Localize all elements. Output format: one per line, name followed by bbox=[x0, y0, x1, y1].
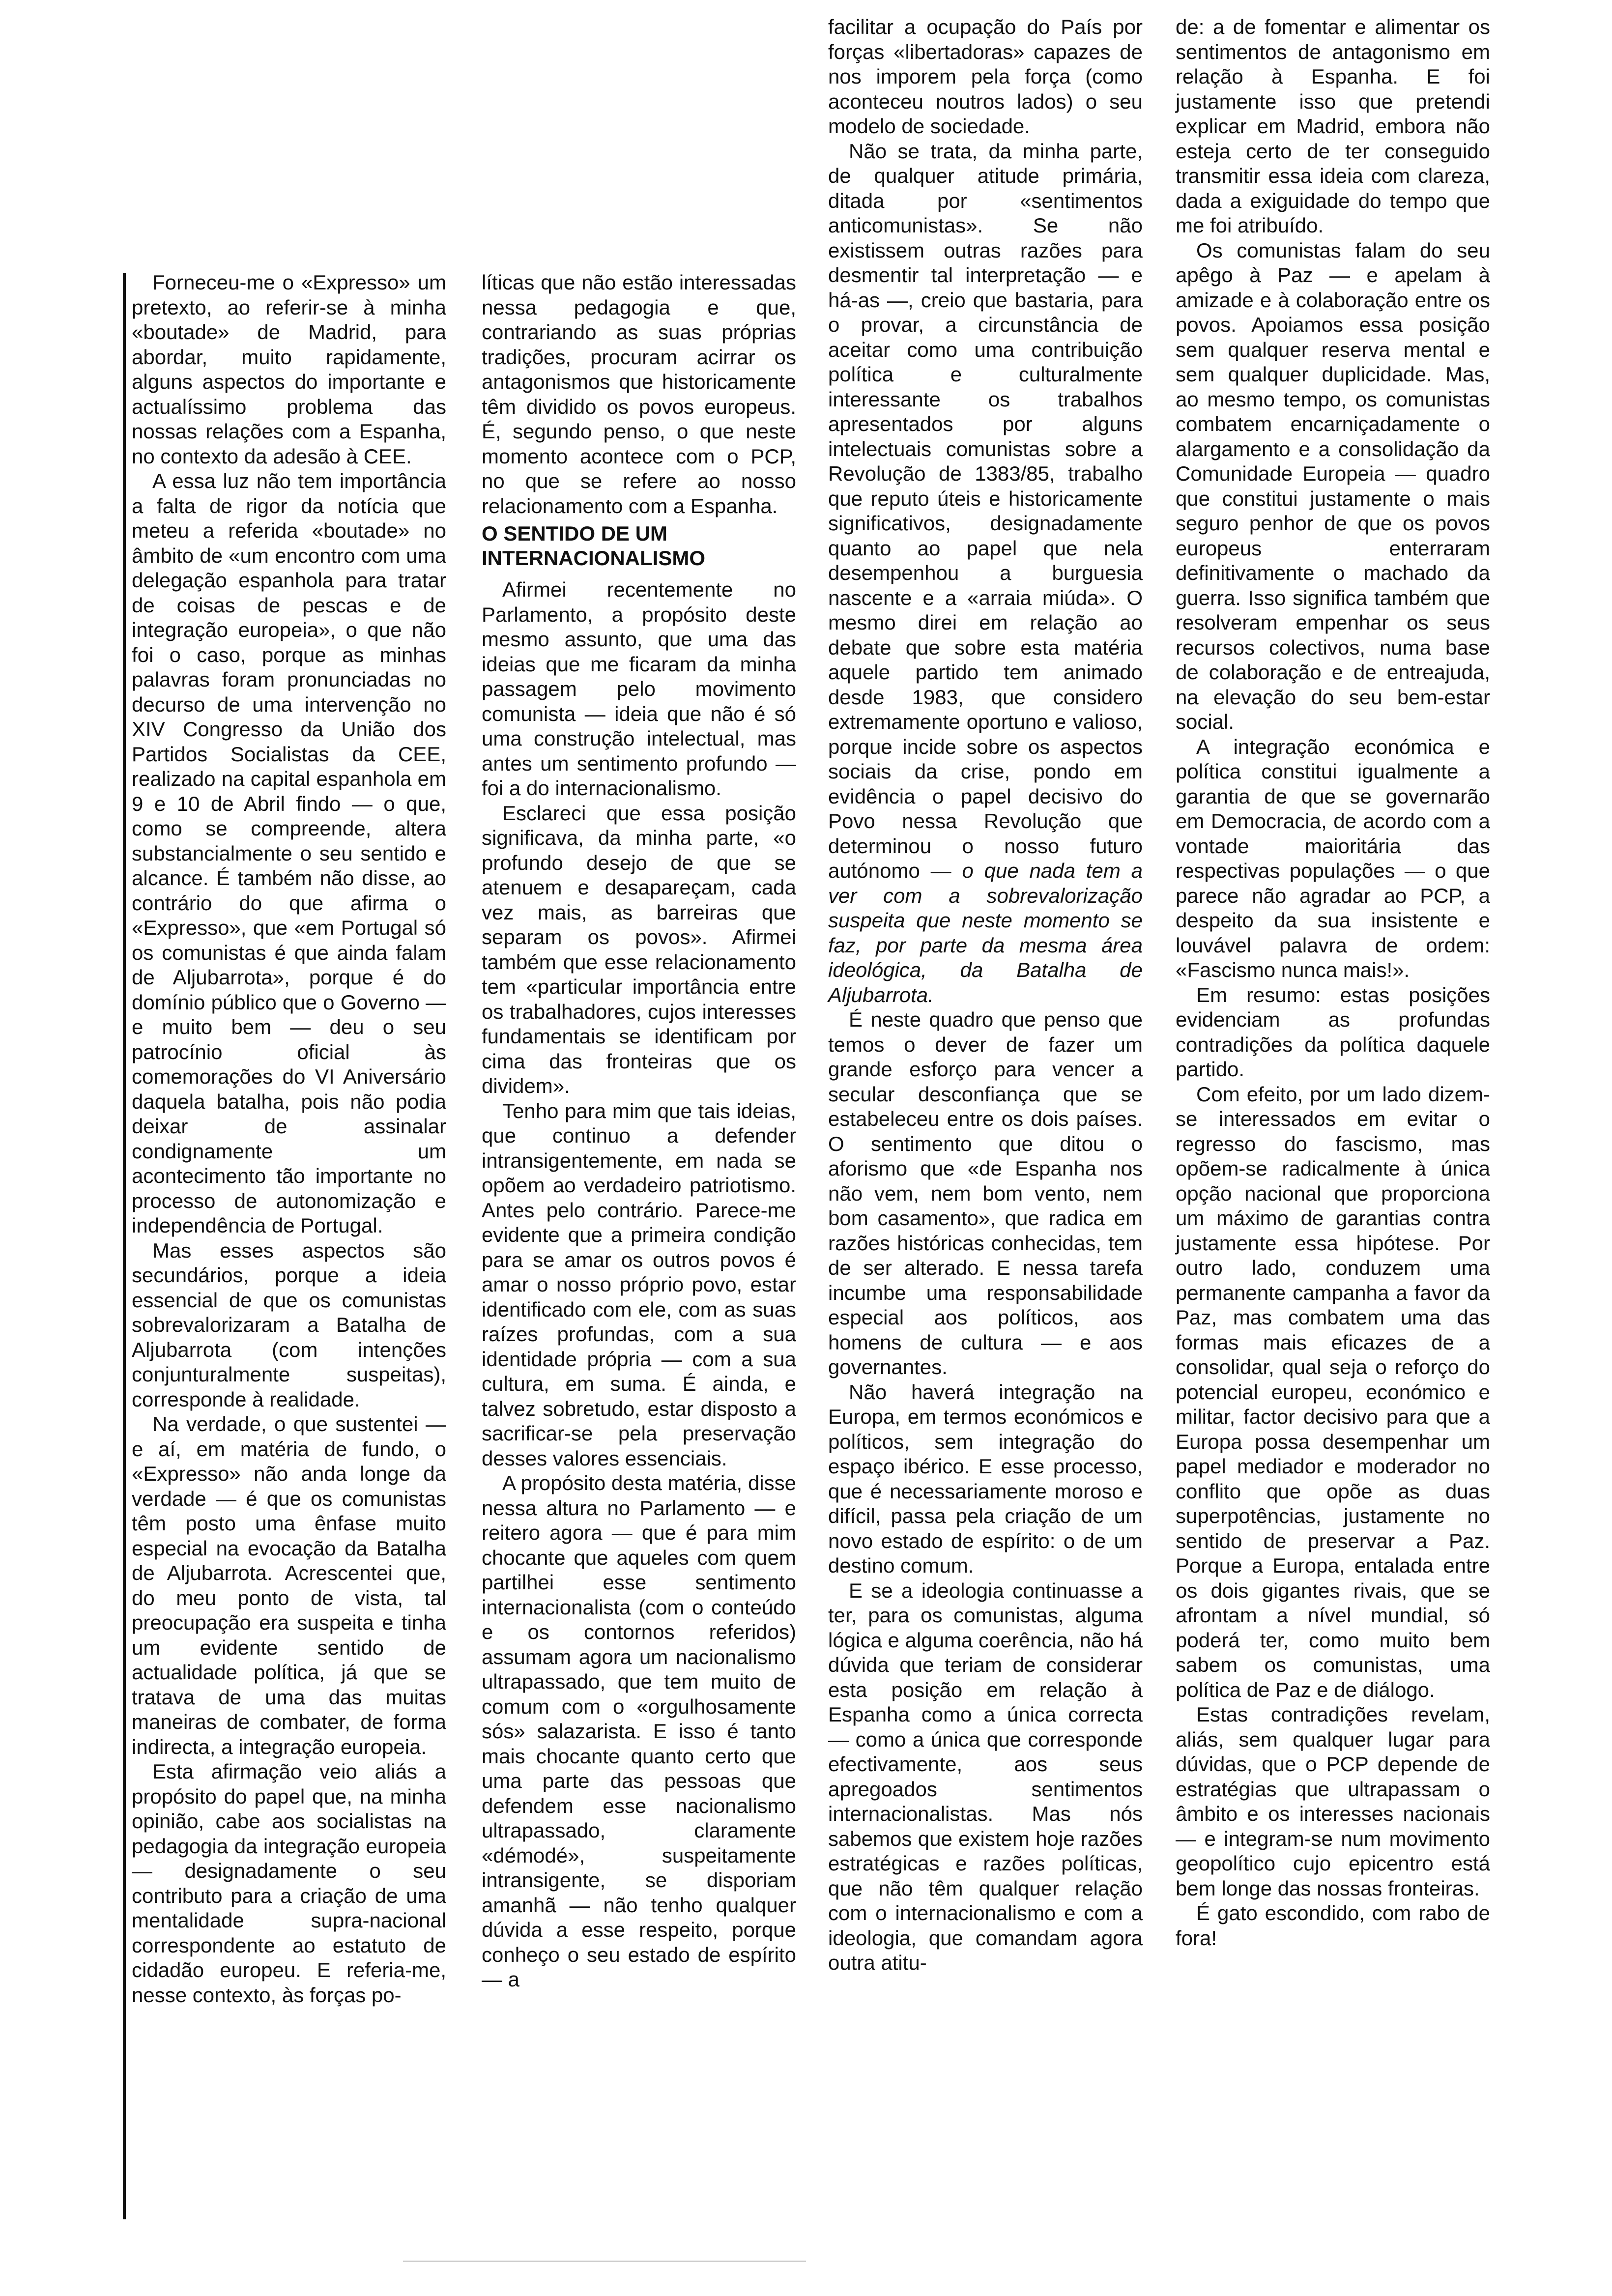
paragraph: de: a de fomentar e alimentar os sentimentos de antagonismo em relação à Espanha. E foi justamente isso que pretendi explicar em Madrid, embora não esteja certo de ter conseguido transmitir essa ideia com clareza, dada a exiguidade do tempo que me foi atribuído. bbox=[1176, 15, 1490, 237]
paragraph: E se a ideologia continuasse a ter, para os comunistas, alguma lógica e alguma coerência, não há dúvida que teriam de considerar esta posição em relação à Espanha como a única correcta — como a única que corresponde efectivamente, aos seus apregoados sentimentos internacionalistas. Mas nós sabemos que existem hoje razões estratégicas e razões políticas, que não têm qualquer relação com o internacionalismo e com a ideologia, que comandam agora outra atitu- bbox=[828, 1578, 1143, 1974]
paragraph: Forneceu-me o «Expresso» um pretexto, ao referir-se à minha «boutade» de Madrid, para abordar, muito rapidamente, alguns aspectos do importante e actualíssimo problema das nossas relações com a Espanha, no contexto da adesão à CEE. bbox=[132, 271, 446, 468]
paragraph: A essa luz não tem importância a falta de rigor da notícia que meteu a referida «boutade» no âmbito de «um encontro com uma delegação espanhola para tratar de coisas de pescas e de integração europeia», o que não foi o caso, porque as minhas palavras foram pronunciadas no decurso de uma intervenção no XIV Congresso da União dos Partidos Socialistas da CEE, realizado na capital espanhola em 9 e 10 de Abril findo — o que, como se compreende, altera substancialmente o seu sentido e alcance. É também não disse, ao contrário do que afirma o «Expresso», que «em Portugal só os comunistas é que ainda falam de Aljubarrota», porque é do domínio público que o Governo — e muito bem — deu o seu patrocínio oficial às comemorações do VI Aniversário daquela batalha, pois não podia deixar de assinalar condignamente um acontecimento tão importante no processo de autonomização e independência de Portugal. bbox=[132, 469, 446, 1237]
article-column-3 bbox=[828, 15, 1143, 1976]
section-heading: O SENTIDO DE UM INTERNACIONALISMO bbox=[482, 522, 705, 570]
paragraph: Não haverá integração na Europa, em termos económicos e políticos, sem integração do espaço ibérico. E esse processo, que é necessariamente moroso e difícil, passa pela criação de um novo estado de espírito: o de um destino comum. bbox=[828, 1380, 1143, 1577]
italic-emphasis: o que nada tem a ver com a sobrevalorização suspeita que neste momento se faz, por parte da mesma área ideológica, da Batalha de Aljubarrota. bbox=[828, 859, 1143, 1006]
paragraph: líticas que não estão interessadas nessa pedagogia e que, contrariando as suas próprias tradições, procuram acirrar os antagonismos que historicamente têm dividido os povos europeus. É, segundo penso, o que neste momento acontece com o PCP, no que se refere ao nosso relacionamento com a Espanha. bbox=[482, 271, 796, 517]
paragraph: Em resumo: estas posições evidenciam as profundas contradições da política daquele partido. bbox=[1176, 983, 1490, 1081]
scan-artifact-line bbox=[403, 2261, 806, 2262]
scan-edge-bar bbox=[123, 273, 126, 2219]
paragraph: facilitar a ocupação do País por forças «libertadoras» capazes de nos imporem pela força (como aconteceu noutros lados) o seu modelo de sociedade. bbox=[828, 15, 1143, 138]
paragraph: Esclareci que essa posição significava, da minha parte, «o profundo desejo de que se atenuem e desapareçam, cada vez mais, as barreiras que separam os povos». Afirmei também que esse relacionamento tem «particular importância entre os trabalhadores, cujos interesses fundamentais se identificam por cima das fronteiras que os dividem». bbox=[482, 801, 796, 1097]
paragraph: Esta afirmação veio aliás a propósito do papel que, na minha opinião, cabe aos socialistas na pedagogia da integração europeia — designadamente o seu contributo para a criação de uma mentalidade supra-nacional correspondente ao estatuto de cidadão europeu. E referia-me, nesse contexto, às forças po- bbox=[132, 1760, 446, 2007]
paragraph: É gato escondido, com rabo de fora! bbox=[1176, 1901, 1490, 1950]
article-column-2 bbox=[482, 270, 796, 1992]
paragraph: A integração económica e política constitui igualmente a garantia de que se governarão em Democracia, de acordo com a vontade maioritária das respectivas populações — o que parece não agradar ao PCP, a despeito da sua insistente e louvável palavra de ordem: «Fascismo nunca mais!». bbox=[1176, 735, 1490, 981]
paragraph-text: Não se trata, da minha parte, de qualquer atitude primária, ditada por «sentimentos anticomunistas». Se não existissem outras razões para desmentir tal interpretação — e há-as —, creio que bastaria, para o provar, a circunstância de aceitar como uma contribuição política e culturalmente interessante os trabalhos apresentados por alguns intelectuais comunistas sobre a Revolução de 1383/85, trabalho que reputo úteis e historicamente significativos, designadamente quanto ao papel que nela desempenhou a burguesia nascente e a «arraia miúda». O mesmo direi em relação ao debate que sobre esta matéria aquele partido tem animado desde 1983, que considero extremamente oportuno e valioso, porque incide sobre os aspectos sociais da crise, pondo em evidência o papel decisivo do Povo nessa Revolução que determinou o nosso futuro autónomo — bbox=[828, 139, 1143, 882]
paragraph: Tenho para mim que tais ideias, que continuo a defender intransigentemente, em nada se opõem ao verdadeiro patriotismo. Antes pelo contrário. Parece-me evidente que a primeira condição para se amar os outros povos é amar o nosso próprio povo, estar identificado com ele, com as suas raízes profundas, com a sua identidade própria — com a sua cultura, em suma. É ainda, e talvez sobretudo, estar disposto a sacrificar-se pela preservação desses valores essenciais. bbox=[482, 1099, 796, 1470]
paragraph: A propósito desta matéria, disse nessa altura no Parlamento — e reitero agora — que é para mim chocante que aqueles com quem partilhei esse sentimento internacionalista (com o conteúdo e os contornos referidos) assumam agora um nacionalismo ultrapassado, que tem muito de comum com o «orgulhosamente sós» salazarista. E isso é tanto mais chocante quanto certo que uma parte das pessoas que defendem esse nacionalismo ultrapassado, claramente «démodé», suspeitamente intransigente, se disporiam amanhã — não tenho qualquer dúvida a esse respeito, porque conheço o seu estado de espírito — a bbox=[482, 1471, 796, 1991]
paragraph: Os comunistas falam do seu apêgo à Paz — e apelam à amizade e à colaboração entre os povos. Apoiamos essa posição sem qualquer reserva mental e sem qualquer duplicidade. Mas, ao mesmo tempo, os comunistas combatem encarniçadamente o alargamento e a consolidação da Comunidade Europeia — quadro que constitui justamente o mais seguro penhor de que os povos europeus enterraram definitivamente o machado da guerra. Isso significa também que resolveram empenhar os seus recursos colectivos, numa base de colaboração e de entreajuda, na elevação do seu bem-estar social. bbox=[1176, 238, 1490, 733]
article-column-1 bbox=[132, 270, 446, 2008]
article-column-4 bbox=[1176, 15, 1490, 1951]
paragraph: É neste quadro que penso que temos o dever de fazer um grande esforço para vencer a secular desconfiança que se estabeleceu entre os dois países. O sentimento que ditou o aforismo que «de Espanha nos não vem, nem bom vento, nem bom casamento», que radica em razões históricas conhecidas, tem de ser alterado. E nessa tarefa incumbe uma responsabilidade especial aos políticos, aos homens de cultura — e aos governantes. bbox=[828, 1008, 1143, 1378]
paragraph bbox=[828, 139, 1143, 1008]
paragraph: Na verdade, o que sustentei — e aí, em matéria de fundo, o «Expresso» não anda longe da verdade — é que os comunistas têm posto uma ênfase muito especial na evocação da Batalha de Aljubarrota. Acrescentei que, do meu ponto de vista, tal preocupação era suspeita e tinha um evidente sentido de actualidade política, já que se tratava de uma das muitas maneiras de combater, de forma indirecta, a integração europeia. bbox=[132, 1412, 446, 1758]
paragraph: Mas esses aspectos são secundários, porque a ideia essencial de que os comunistas sobrevalorizaram a Batalha de Aljubarrota (com intenções conjunturalmente suspeitas), corresponde à realidade. bbox=[132, 1238, 446, 1411]
paragraph: Com efeito, por um lado dizem-se interessados em evitar o regresso do fascismo, mas opõem-se radicalmente à única opção nacional que proporciona um máximo de garantias contra justamente essa hipótese. Por outro lado, conduzem uma permanente campanha a favor da Paz, mas combatem uma das formas mais eficazes de a consolidar, qual seja o reforço do potencial europeu, económico e militar, factor decisivo para que a Europa possa desempenhar um papel mediador e moderador no conflito que opõe as duas superpotências, justamente no sentido de preservar a Paz. Porque a Europa, entalada entre os dois gigantes rivais, que se afrontam a nível mundial, só poderá ter, como muito bem sabem os comunistas, uma política de Paz e de diálogo. bbox=[1176, 1082, 1490, 1701]
paragraph: Afirmei recentemente no Parlamento, a propósito deste mesmo assunto, que uma das ideias que me ficaram da minha passagem pelo movimento comunista — ideia que não é só uma construção intelectual, mas antes um sentimento profundo — foi a do internacionalismo. bbox=[482, 578, 796, 800]
paragraph: Estas contradições revelam, aliás, sem qualquer lugar para dúvidas, que o PCP depende de estratégias que ultrapassam o âmbito e os interesses nacionais — e integram-se num movimento geopolítico cujo epicentro está bem longe das nossas fronteiras. bbox=[1176, 1703, 1490, 1900]
